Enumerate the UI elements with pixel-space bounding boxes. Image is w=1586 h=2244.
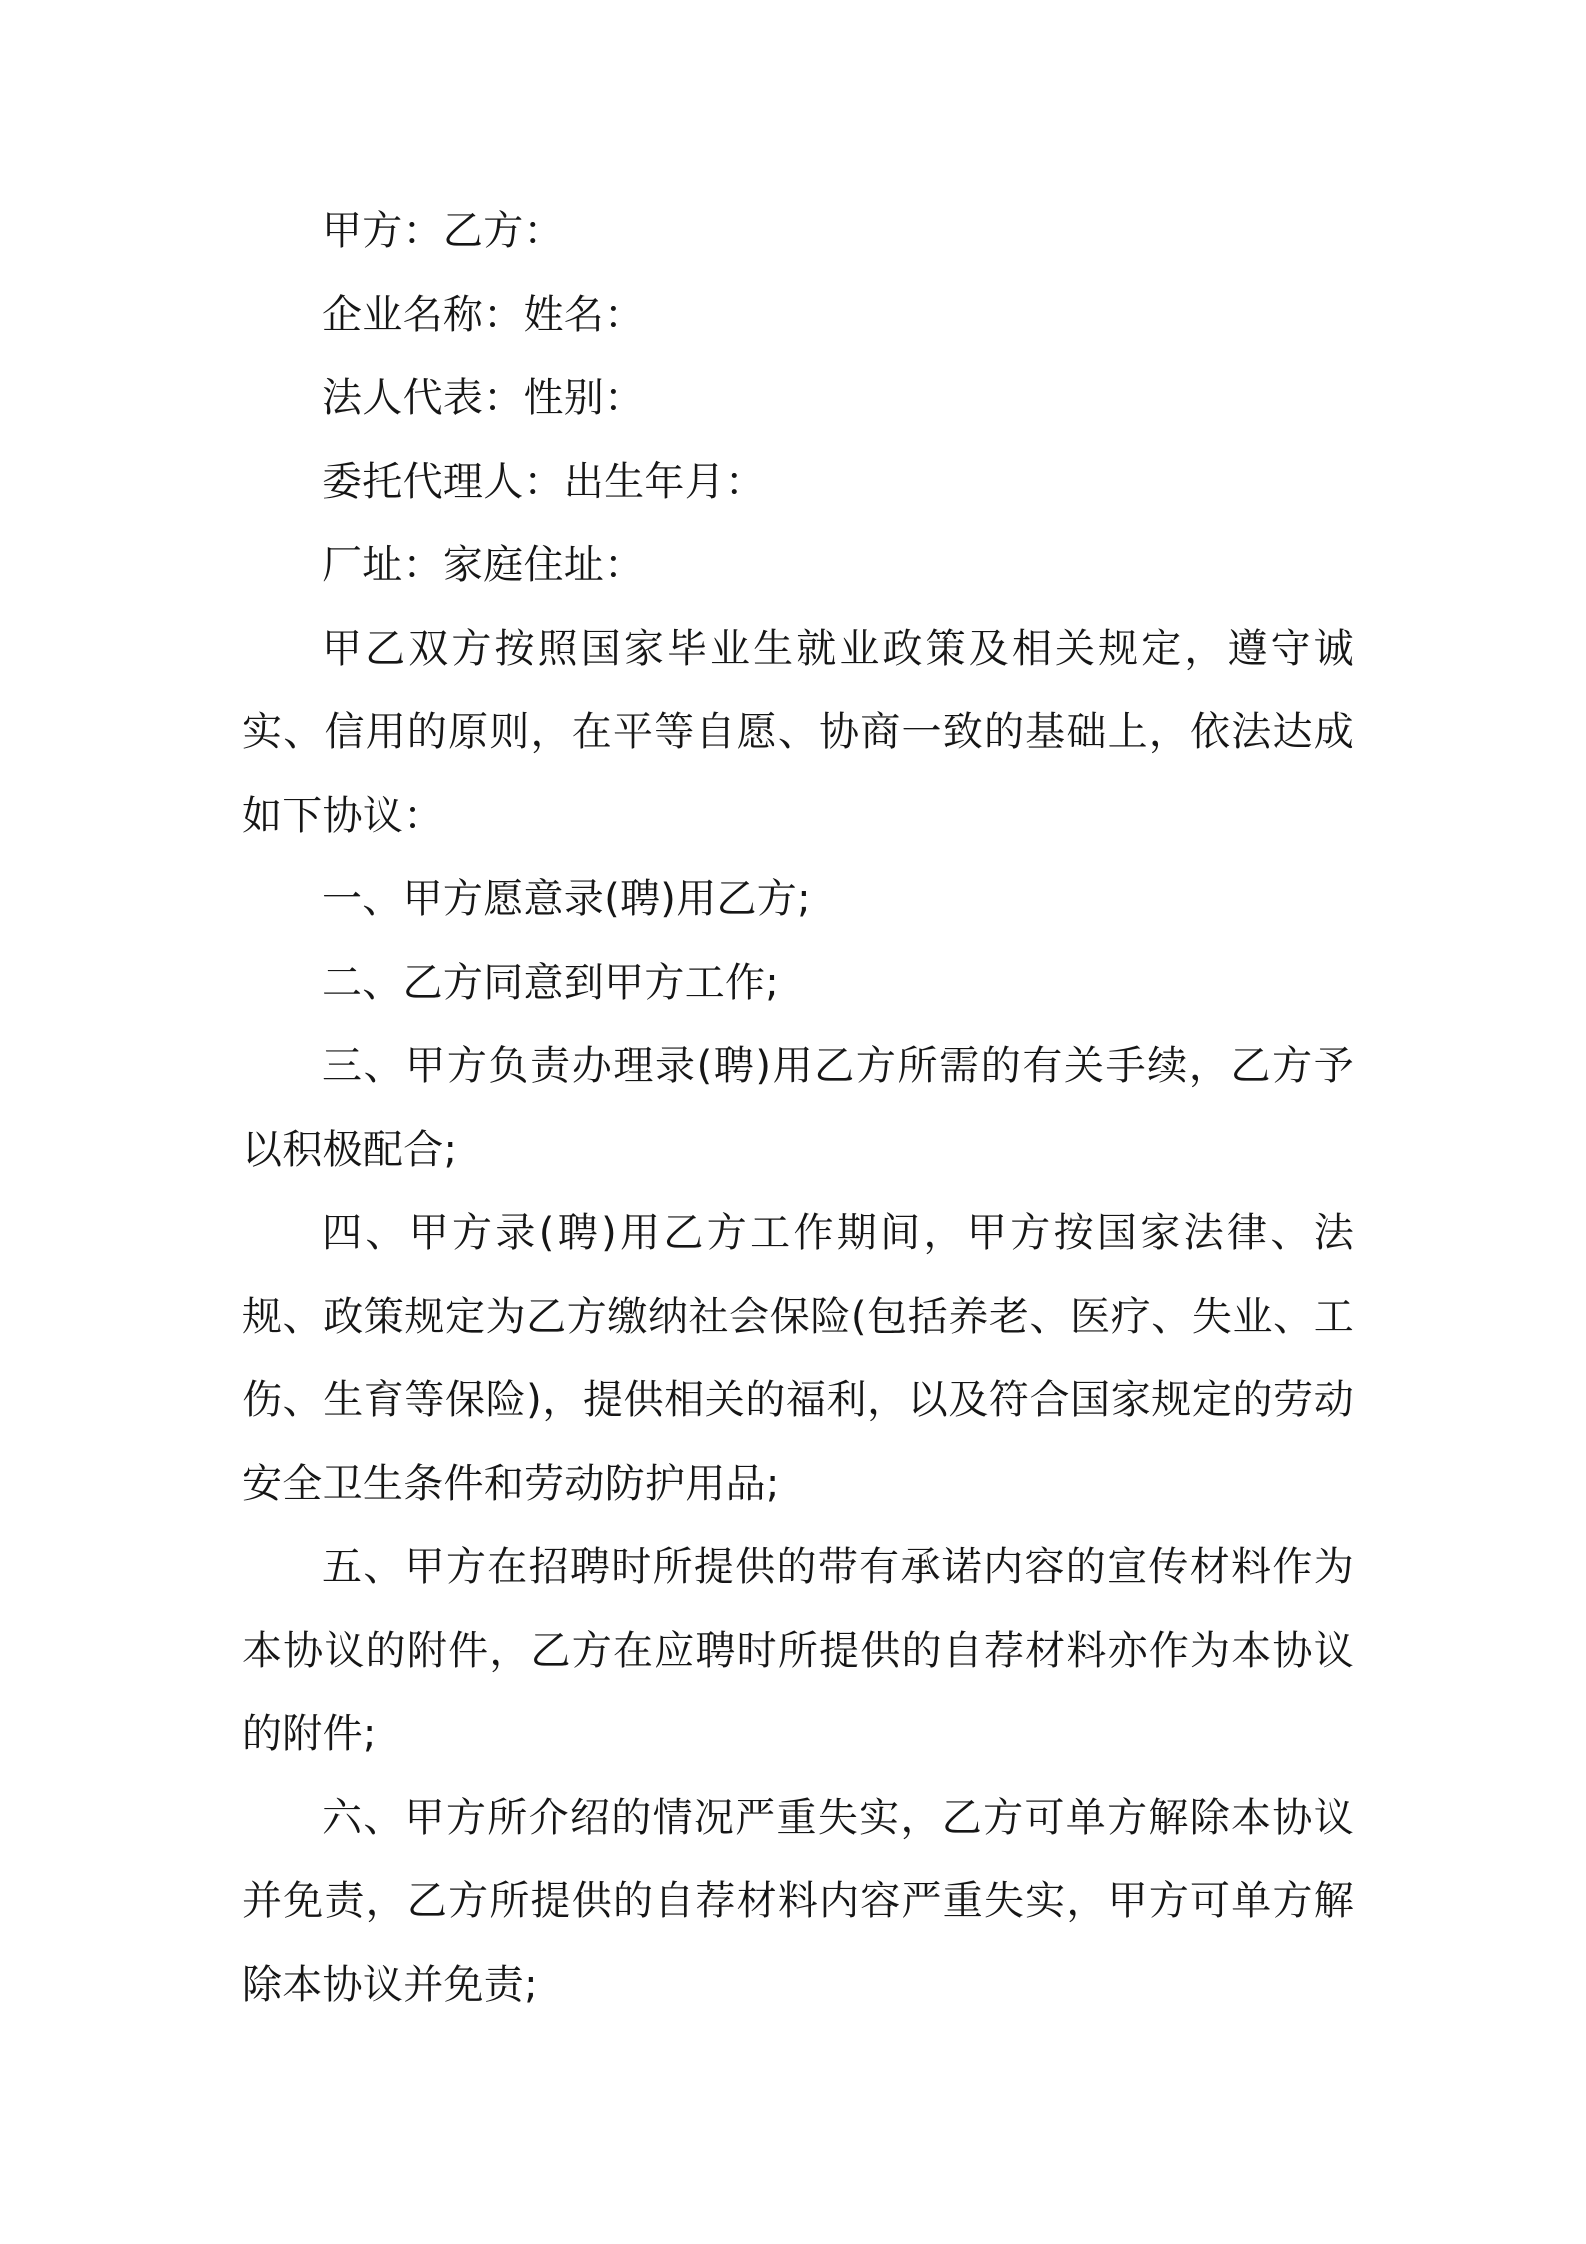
party-header-line: 甲方：乙方：	[322, 208, 564, 254]
clause-2: 二、乙方同意到甲方工作;	[322, 959, 780, 1006]
document-body	[242, 190, 1354, 2027]
clause-5: 五、甲方在招聘时所提供的带有承诺内容的宣传材料作为本协议的附件，乙方在应聘时所提供的自荐材料亦作为本协议的附件;	[242, 1544, 1354, 1757]
company-name-line: 企业名称：姓名：	[322, 291, 645, 338]
clause-6: 六、甲方所介绍的情况严重失实，乙方可单方解除本协议并免责，乙方所提供的自荐材料内容严重失实，甲方可单方解除本协议并免责;	[242, 1794, 1354, 2008]
clause-3: 三、甲方负责办理录(聘)用乙方所需的有关手续，乙方予以积极配合;	[242, 1043, 1354, 1173]
agreement-preamble: 甲乙双方按照国家毕业生就业政策及相关规定，遵守诚实、信用的原则，在平等自愿、协商一致的基础上，依法达成如下协议：	[242, 625, 1354, 839]
authorized-agent-line: 委托代理人：出生年月：	[322, 458, 766, 505]
address-line: 厂址：家庭住址：	[322, 542, 645, 588]
legal-representative-line: 法人代表：性别：	[322, 375, 645, 421]
clause-4: 四、甲方录(聘)用乙方工作期间，甲方按国家法律、法规、政策规定为乙方缴纳社会保险(包括养老、医疗、失业、工伤、生育等保险)，提供相关的福利，以及符合国家规定的劳动安全卫生条件和劳动防护用品;	[242, 1210, 1354, 1507]
clause-1: 一、甲方愿意录(聘)用乙方;	[322, 876, 811, 922]
